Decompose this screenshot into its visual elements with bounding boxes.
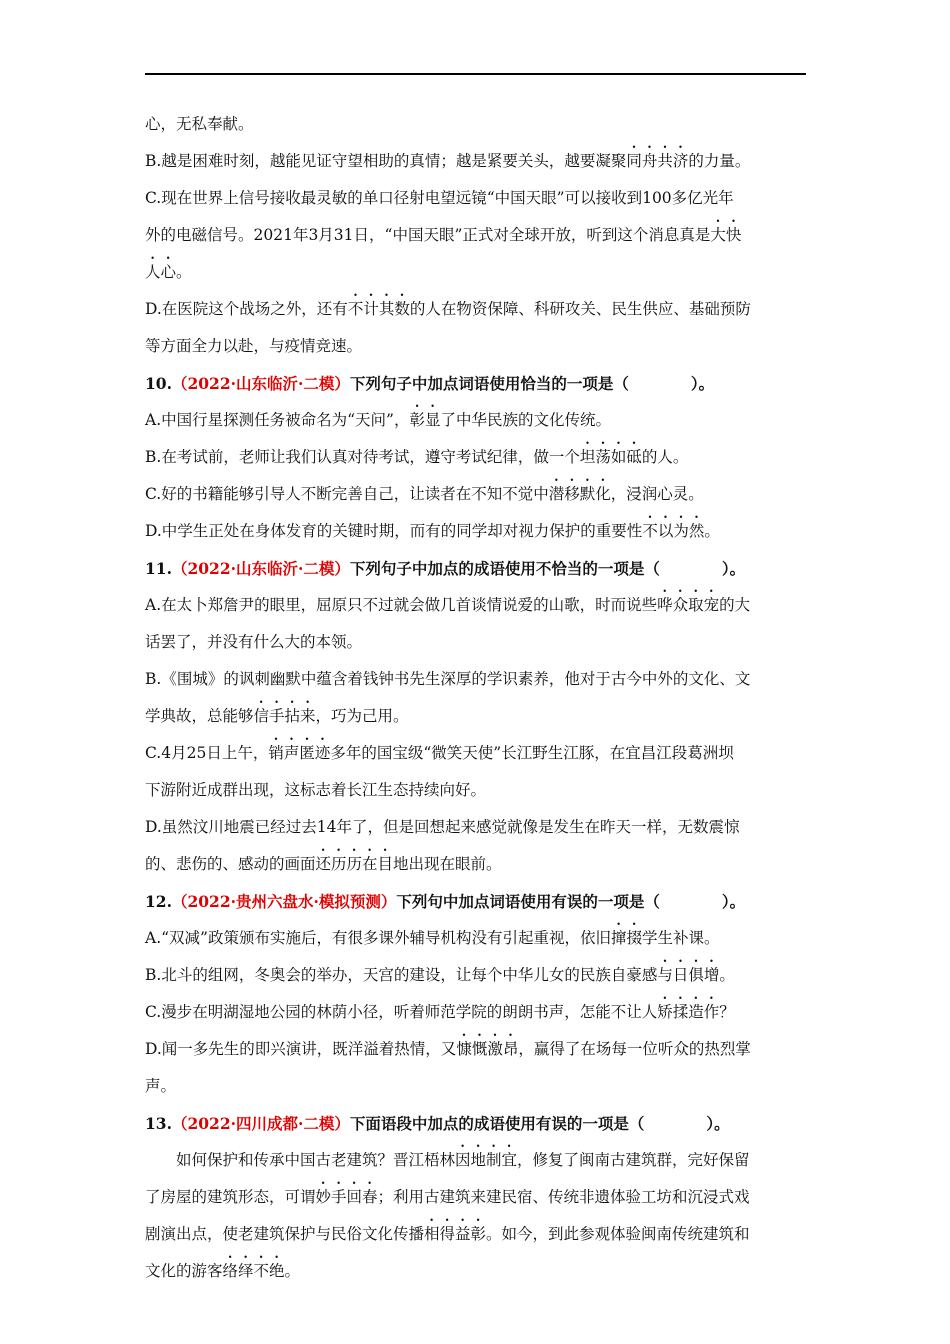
emphasized-term: 矫揉造作 (657, 1003, 720, 1021)
text-line (145, 846, 810, 883)
text-line (145, 624, 810, 661)
question-source: （2022·贵州六盘水·模拟预测） (171, 892, 397, 911)
question-source: （2022·四川成都·二模） (171, 1114, 350, 1133)
text-segment: 外的电磁信号。2021年3月31日，“中国天眼”正式对全球开放，听到这个消息真是 (145, 226, 711, 244)
text-segment: 。 (284, 1262, 301, 1280)
text-line (145, 143, 810, 180)
emphasized-term: 大快 (710, 226, 742, 244)
text-segment: ，巧为己用。 (315, 707, 409, 725)
question-heading (145, 883, 810, 920)
text-segment: A.“双减”政策颁布实施后，有很多课外辅导机构没有引起重视，依旧 (145, 929, 611, 947)
emphasized-term: 坦荡如砥 (579, 448, 642, 466)
text-line (145, 735, 810, 772)
emphasized-term: 妙手回春 (315, 1188, 378, 1206)
text-line (145, 661, 810, 698)
text-segment: ，修复了闽南古建筑群，完好保留 (517, 1151, 750, 1169)
text-segment: D.虽然汶川地震已经过去14年了，但是回想起来感觉就像是发生在昨天一样，无数震惊 (145, 818, 740, 836)
text-segment: C.现在世界上信号接收最灵敏的单口径射电望远镜“中国天眼”可以接收到100多亿光年 (145, 189, 734, 207)
text-segment: 如何保护和传承中国古老建筑？晋江梧林 (176, 1151, 456, 1169)
question-number: 11. (145, 559, 172, 578)
text-segment: ，赢得了在场每一位听众的热烈掌 (518, 1040, 751, 1058)
text-line (145, 1031, 810, 1068)
text-line (145, 106, 810, 143)
text-segment: ；利用古建筑来建民宿、传统非遗体验工坊和沉浸式戏 (377, 1188, 750, 1206)
question-number: 12. (145, 892, 172, 911)
text-line (145, 809, 810, 846)
text-line (145, 1068, 810, 1105)
text-segment: 了中华民族的文化传统。 (440, 411, 612, 429)
text-segment: B.在考试前，老师让我们认真对待考试，遵守考试纪律，做一个 (145, 448, 580, 466)
text-segment: ？ (719, 1003, 735, 1021)
text-segment: C.4月25日上午， (145, 744, 269, 762)
text-line (145, 994, 810, 1031)
text-line (145, 217, 810, 254)
question-stem: 下面语段中加点的成语使用有误的一项是（ ）。 (349, 1114, 730, 1133)
text-line (145, 513, 810, 550)
text-line (145, 328, 810, 365)
emphasized-term: 潜移默化 (548, 485, 611, 503)
question-number: 10. (145, 374, 172, 393)
text-segment: 的人。 (641, 448, 689, 466)
text-segment: 等方面全力以赴，与疫情竞速。 (145, 337, 363, 355)
emphasized-term: 哗众取宠 (657, 596, 720, 614)
question-number: 13. (145, 1114, 172, 1133)
text-segment: D.中学生正处在身体发育的关键时期，而有的同学却对视力保护的重要性 (145, 522, 643, 540)
question-stem: 下列句子中加点词语使用恰当的一项是（ ）。 (349, 374, 715, 393)
emphasized-term: 相得益彰 (424, 1225, 487, 1243)
question-heading (145, 550, 810, 587)
text-line (145, 402, 810, 439)
emphasized-term: 销声匿迹 (268, 744, 331, 762)
text-segment: B.《围城》的讽刺幽默中蕴含着钱钟书先生深厚的学识素养，他对于古今中外的文化、文 (145, 670, 751, 688)
emphasized-term: 同舟共济 (626, 152, 689, 170)
question-heading (145, 1105, 810, 1142)
text-segment: D.在医院这个战场之外，还有 (145, 300, 348, 318)
text-line (145, 587, 810, 624)
text-line (145, 1216, 810, 1253)
emphasized-term: 络绎不绝 (222, 1262, 285, 1280)
text-segment: D.闻一多先生的即兴演讲，既洋溢着热情，又 (145, 1040, 457, 1058)
emphasized-term: 不以为然 (642, 522, 705, 540)
text-segment: 心，无私奉献。 (145, 115, 254, 133)
text-segment: 下游附近成群出现，这标志着长江生态持续向好。 (145, 781, 487, 799)
question-heading (145, 365, 810, 402)
text-segment: 了房屋的建筑形态，可谓 (145, 1188, 316, 1206)
text-segment: 的大 (719, 596, 751, 614)
text-segment: 地出现在眼前。 (393, 855, 502, 873)
text-segment: 话罢了，并没有什么大的本领。 (145, 633, 363, 651)
text-segment: 声。 (145, 1077, 177, 1095)
text-line (145, 476, 810, 513)
text-line (145, 254, 810, 291)
text-segment: B.越是困难时刻，越能见证守望相助的真情；越是紧要关头，越要凝聚 (145, 152, 627, 170)
question-source: （2022·山东临沂·二模） (171, 374, 350, 393)
question-stem: 下列句中加点词语使用有误的一项是（ ）。 (396, 892, 746, 911)
text-segment: A.中国行星探测任务被命名为“天问”， (145, 411, 410, 429)
emphasized-term: 撺掇 (610, 929, 642, 947)
text-line (145, 1253, 810, 1290)
text-segment: 。 (704, 522, 720, 540)
text-segment: ，浸润心灵。 (610, 485, 704, 503)
emphasized-term: 慷慨激昂 (456, 1040, 519, 1058)
emphasized-term: 信手拈来 (253, 707, 316, 725)
text-segment: 学典故，总能够 (145, 707, 254, 725)
text-line (145, 957, 810, 994)
text-segment: A.在太卜郑詹尹的眼里，屈原只不过就会做几首谈情说爱的山歌，时而说些 (145, 596, 658, 614)
text-segment: 学生补课。 (642, 929, 720, 947)
text-line (145, 1179, 810, 1216)
text-line (145, 180, 810, 217)
emphasized-term: 不计其数 (347, 300, 410, 318)
text-segment: 多年的国宝级“微笑天使”长江野生江豚，在宜昌江段葛洲坝 (330, 744, 734, 762)
text-segment: 文化的游客 (145, 1262, 223, 1280)
text-line (145, 439, 810, 476)
text-segment: 的人在物资保障、科研攻关、民生供应、基础预防 (409, 300, 751, 318)
text-line (145, 291, 810, 328)
text-segment: 的、悲伤的、感动的画面 (145, 855, 316, 873)
text-segment: 。 (719, 966, 735, 984)
text-segment: B.北斗的组网，冬奥会的举办，天宫的建设，让每个中华儿女的民族自豪感 (145, 966, 658, 984)
text-line (145, 1142, 810, 1179)
text-segment: C.漫步在明湖湿地公园的林荫小径，听着师范学院的朗朗书声，怎能不让人 (145, 1003, 658, 1021)
header-rule (145, 73, 806, 75)
text-line (145, 920, 810, 957)
emphasized-term: 与日俱增 (657, 966, 720, 984)
emphasized-term: 彰显 (409, 411, 441, 429)
text-segment: C.好的书籍能够引导人不断完善自己，让读者在不知不觉中 (145, 485, 549, 503)
question-source: （2022·山东临沂·二模） (171, 559, 350, 578)
text-segment: 剧演出点，使老建筑保护与民俗文化传播 (145, 1225, 425, 1243)
text-segment: 的力量。 (688, 152, 751, 170)
emphasized-term: 人心 (145, 263, 177, 281)
text-line (145, 698, 810, 735)
text-segment: 。 (176, 263, 192, 281)
text-segment: 。如今，到此参观体验闽南传统建筑和 (486, 1225, 750, 1243)
question-stem: 下列句子中加点的成语使用不恰当的一项是（ ）。 (349, 559, 746, 578)
emphasized-term: 因地制宜 (455, 1151, 518, 1169)
emphasized-term: 还历历在目 (315, 855, 394, 873)
document-body (145, 106, 810, 1290)
text-line (145, 772, 810, 809)
